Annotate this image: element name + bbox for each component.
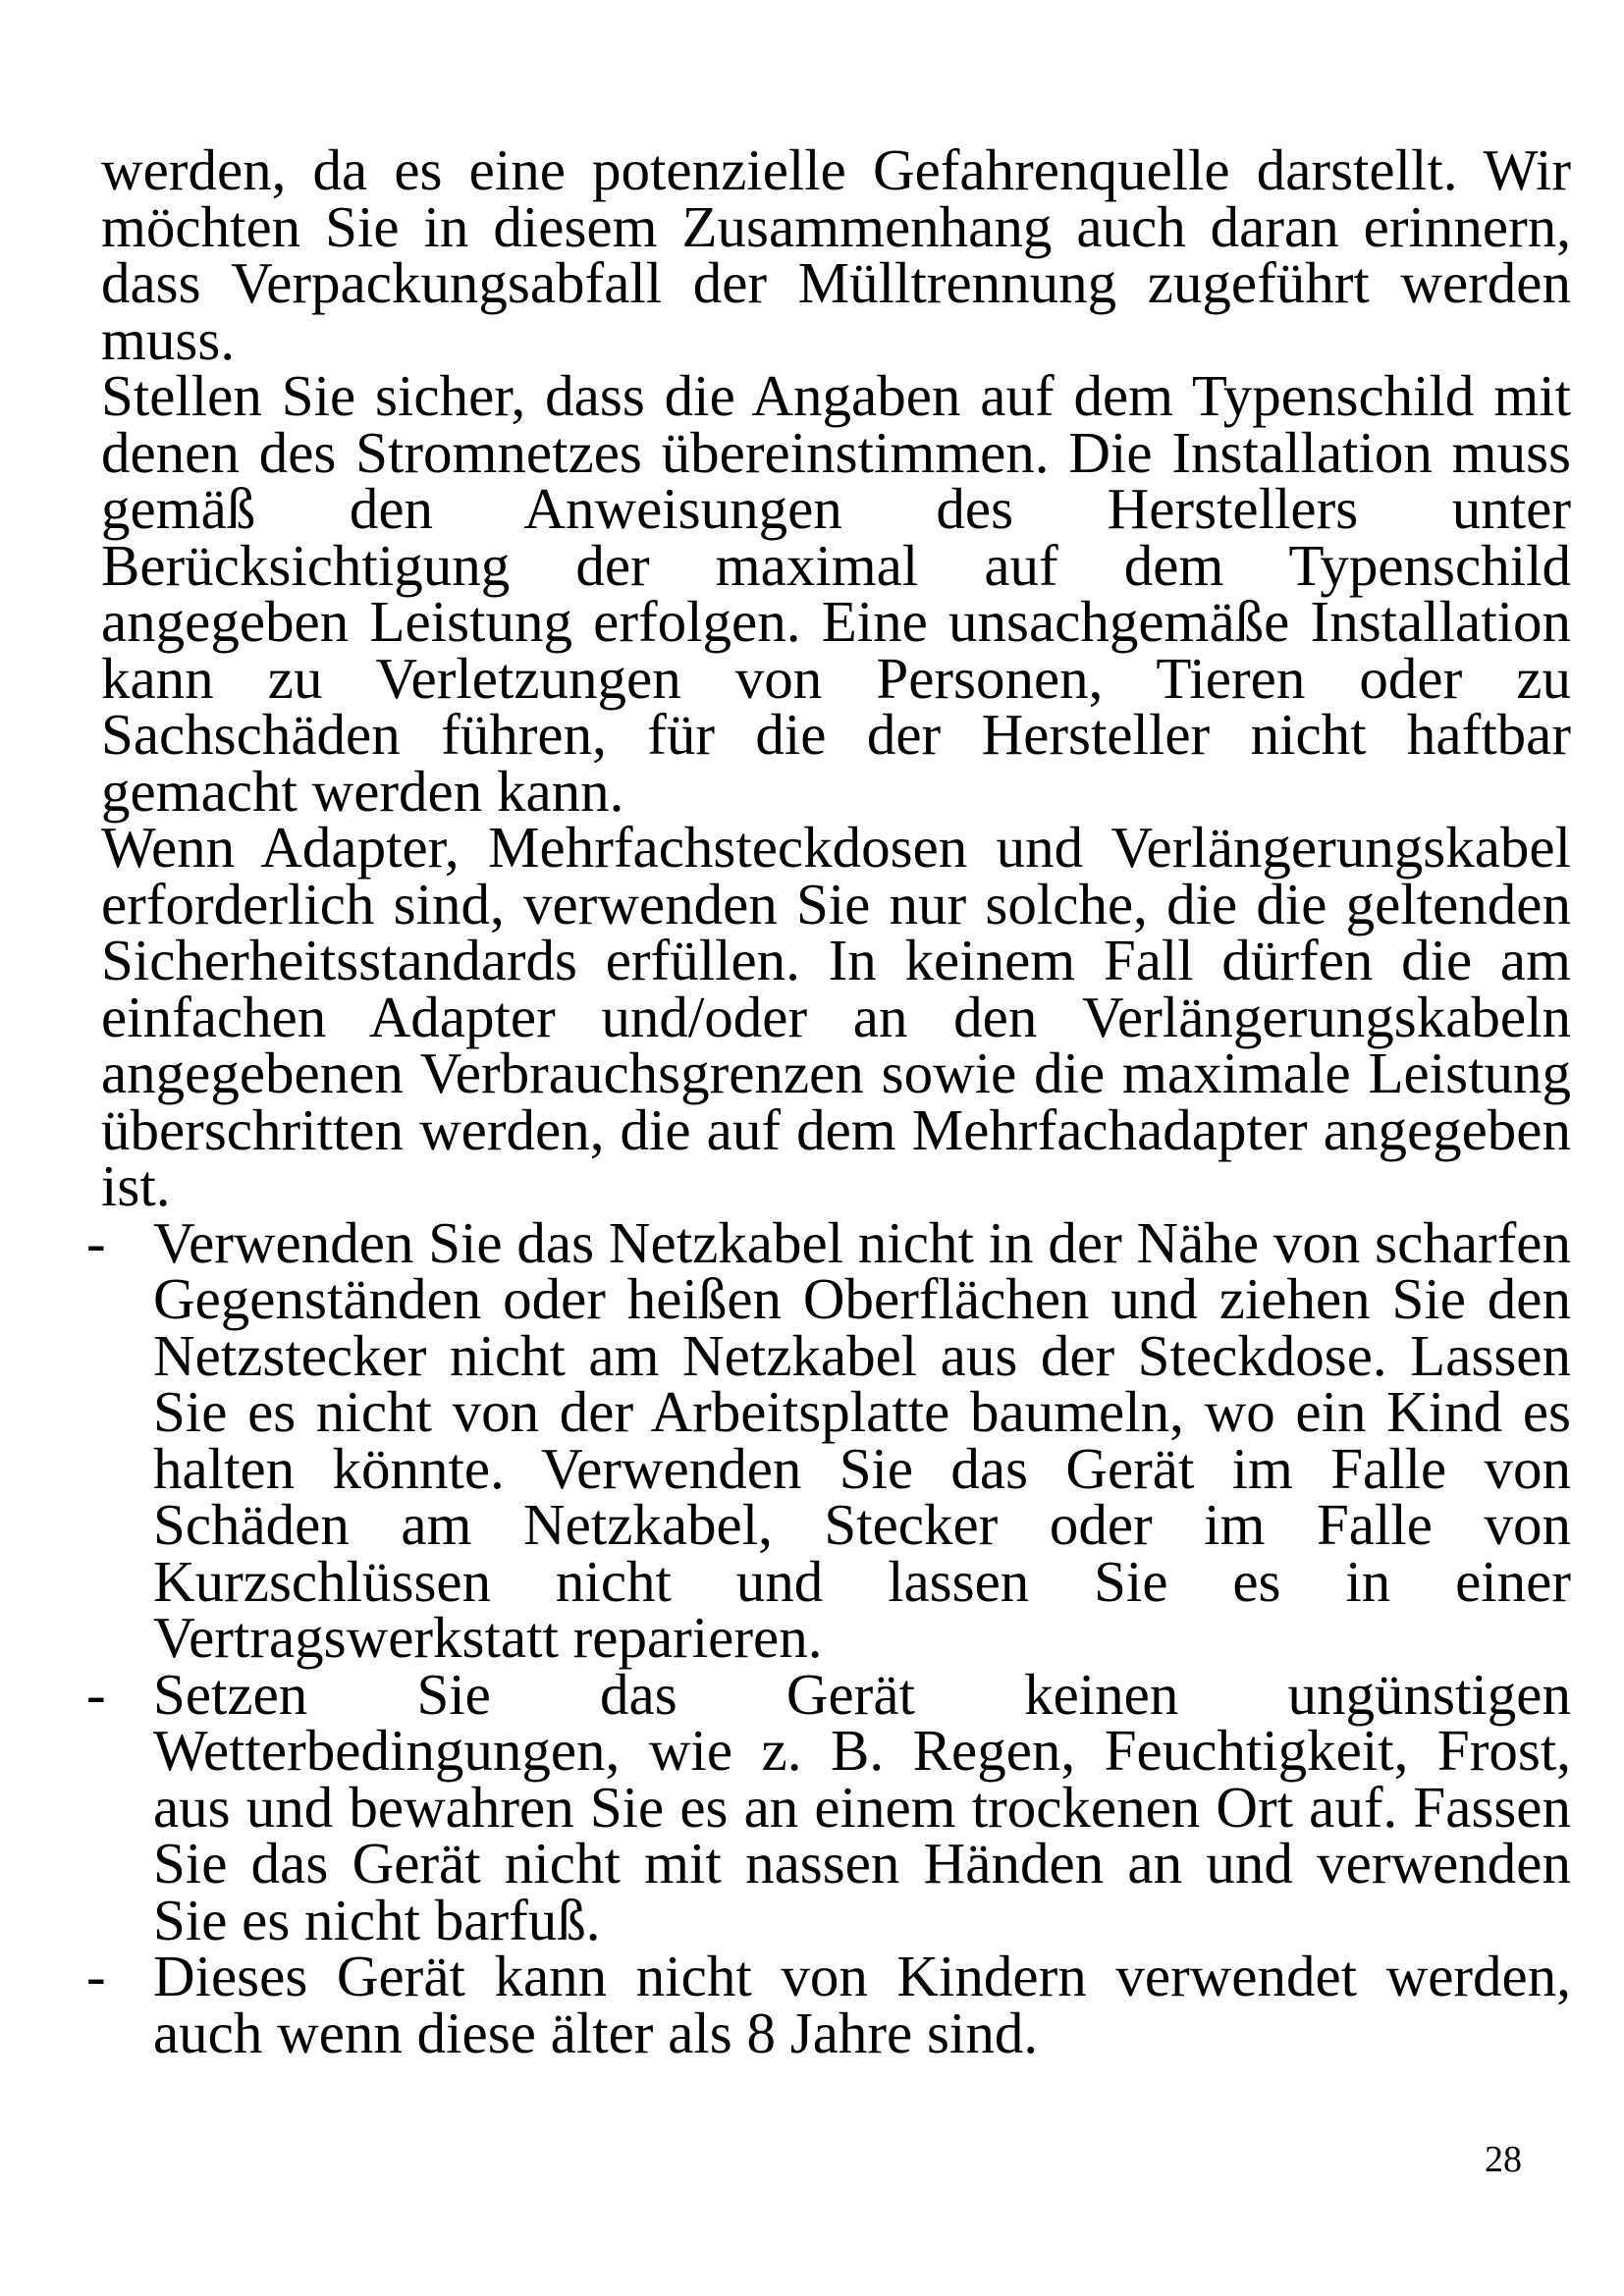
list-item [86,1209,1571,1670]
paragraph-installation: Stellen Sie sicher, dass die Angaben auf dem Typenschild mit denen des Stromnetzes übereinstimmen. Die Installation muss gemäß den Anweisungen des Herstellers unter Berücksichtigung der maximal auf dem Typenschild angegeben Leistung erfolgen. Eine unsachgemäße Installation kann zu Verletzungen von Personen, Tieren oder zu Sachschäden führen, für die der Hersteller nicht haftbar gemacht werden kann. [101,363,1571,824]
bullet-dash: - [86,1661,106,1727]
paragraph-adapters: Wenn Adapter, Mehrfachsteckdosen und Verlängerungskabel erforderlich sind, verwenden Sie nur solche, die die geltenden Sicherheitsstandards erfüllen. In keinem Fall dürfen die am einfachen Adapter und/oder an den Verlängerungskabeln angegebenen Verbrauchsgrenzen sowie die maximale Leistung überschritten werden, die auf dem Mehrfachadapter angegeben ist. [101,815,1571,1218]
bullet-dash: - [86,1209,106,1275]
safety-instructions-list [86,1209,1571,2065]
list-item [86,1661,1571,1952]
list-item-text: Setzen Sie das Gerät keinen ungünstigen Wetterbedingungen, wie z. B. Regen, Feuchtigkeit, Frost, aus und bewahren Sie es an einem trockenen Ort auf. Fassen Sie das Gerät nicht mit nassen Händen an und verwenden Sie es nicht barfuß. [153,1661,1571,1952]
list-item-text: Dieses Gerät kann nicht von Kindern verwendet werden, auch wenn diese älter als 8 Jahre sind. [153,1944,1571,2065]
document-page [86,137,1571,2065]
bullet-dash: - [86,1944,106,2008]
paragraph-packaging-disposal: werden, da es eine potenzielle Gefahrenquelle darstellt. Wir möchten Sie in diesem Zusammenhang auch daran erinnern, dass Verpackungsabfall der Mülltrennung zugeführt werden muss. [101,137,1571,372]
list-item [86,1944,1571,2065]
list-item-text: Verwenden Sie das Netzkabel nicht in der Nähe von scharfen Gegenständen oder heißen Oberflächen und ziehen Sie den Netzstecker nicht am Netzkabel aus der Steckdose. Lassen Sie es nicht von der Arbeitsplatte baumeln, wo ein Kind es halten könnte. Verwenden Sie das Gerät im Falle von Schäden am Netzkabel, Stecker oder im Falle von Kurzschlüssen nicht und lassen Sie es in einer Vertragswerkstatt reparieren. [153,1209,1571,1670]
page-number: 28 [1485,2139,1522,2180]
